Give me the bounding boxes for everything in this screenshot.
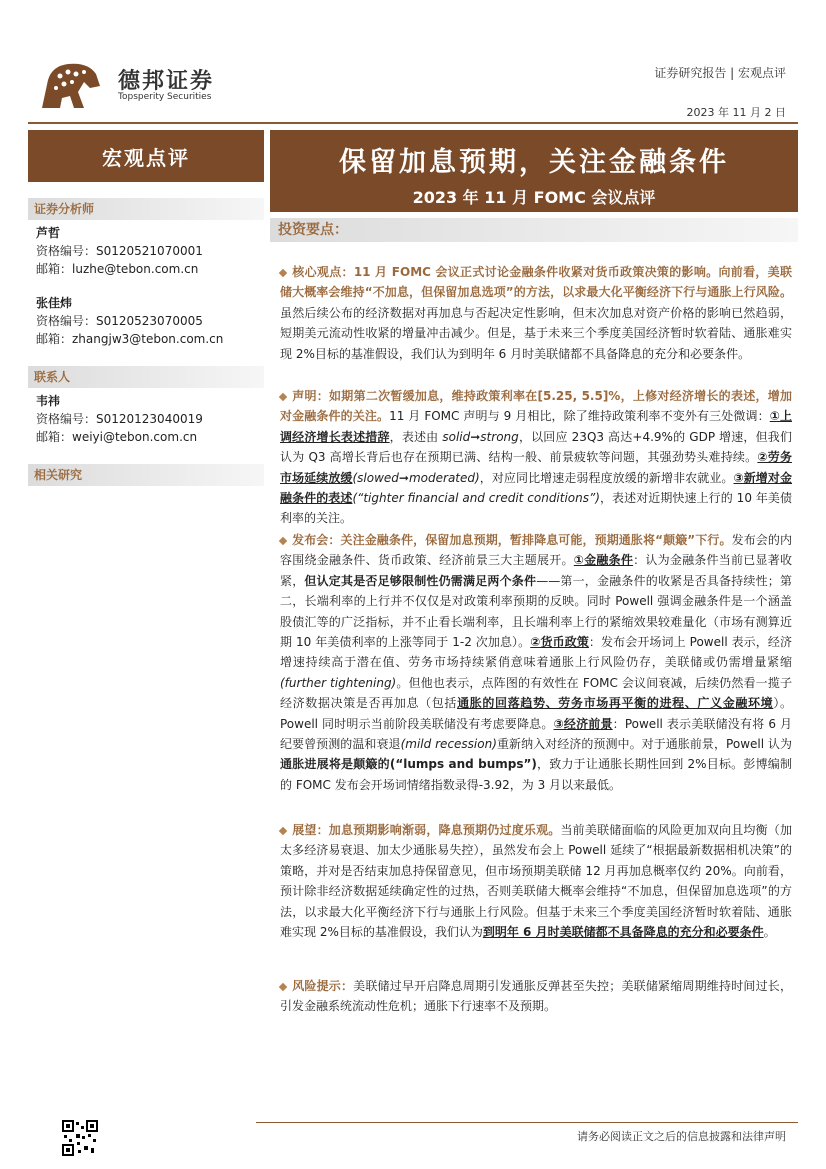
diamond-bullet-icon [279,536,287,544]
report-title-banner [270,130,798,212]
diamond-bullet-icon [279,392,287,400]
report-title: 保留加息预期，关注金融条件 [339,147,729,178]
investment-points-heading: 投资要点： [270,218,798,242]
report-type: 证券研究报告 | 宏观点评 [654,66,786,80]
analyst-cert: 资格编号：S0120523070005 [36,314,203,328]
analysts-heading: 证券分析师 [28,198,264,220]
qr-code-icon [62,1120,98,1156]
diamond-bullet-icon [279,826,287,834]
contact-name: 韦祎 [36,394,61,408]
analyst-name: 张佳炜 [36,296,73,310]
diamond-bullet-icon [279,982,287,990]
analyst-cert: 资格编号：S0120521070001 [36,244,203,258]
contact-email: 邮箱：weiyi@tebon.com.cn [36,430,198,444]
diamond-bullet-icon [279,268,287,276]
point-core-view: 核心观点：11 月 FOMC 会议正式讨论金融条件收紧对货币政策决策的影响。向前看，美联储大概率会维持“不加息，但保留加息选项”的方法，以求最大化平衡经济下行与通胀上行风险。虽然后续公布的经济数据对再加息与否起决定性影响，但末次加息对资产价格的影响已然趋弱，短期美元流动性收紧的增量冲击减少。但是，基于未来三个季度美国经济暂时软着陆、通胀难实现 2%目标的基准假设，我们认为到明年 6 月时美联储都不具备降息的充分和必要条件。 [280,265,792,361]
point-statement: 声明：如期第二次暂缓加息，维持政策利率在[5.25, 5.5]%，上修对经济增长的表述，增加对金融条件的关注。11 月 FOMC 声明与 9 月相比，除了维持政策利率不变外有三处微调：①上调经济增长表述措辞，表述由 solid➞strong，以回应 23Q3 高达+4.9%的 GDP 增速，但我们认为 Q3 高增长背后也存在预期已满、结构一般、前景疲软等问题，其强劲势头难持续。②劳务市场延续放缓(slowed➞moderated)，对应同比增速走弱程度放缓的新增非农就业。③新增对金融条件的表述(“tighter financial and credit conditions”)，表述对近期快速上行的 10 年美债利率的关注。 [280,389,792,526]
point-risk: 风险提示：美联储过早开启降息周期引发通胀反弹甚至失控；美联储紧缩周期维持时间过长，引发金融系统流动性危机；通胀下行速率不及预期。 [280,979,792,1014]
contact-heading: 联系人 [28,366,264,388]
brand-name-en: Topsperity Securities [118,92,212,102]
header-divider [28,122,798,124]
point-press-conference: 发布会：关注金融条件，保留加息预期，暂排降息可能，预期通胀将“颠簸”下行。发布会的内容围绕金融条件、货币政策、经济前景三大主题展开。①金融条件：认为金融条件当前已显著收紧，但认定其是否足够限制性仍需满足两个条件——第一，金融条件的收紧是否具备持续性；第二，长端利率的上行并不仅仅是对政策利率预期的反映。同时 Powell 强调金融条件是一个涵盖股债汇等的广泛指标，并不止看长端利率，且长端利率上行的紧缩效果较难量化（市场有测算近期 10 年美债利率的上涨等同于 1-2 次加息）。②货币政策：发布会开场词上 Powell 表示，经济增速持续高于潜在值、劳务市场持续紧俏意味着通胀上行风险仍存，美联储或仍需增量紧缩(further tightening)。但他也表示，点阵图的有效性在 FOMC 会议间衰减，后续仍然看一揽子经济数据决策是否再加息（包括通胀的回落趋势、劳务市场再平衡的进程、广义金融环境）。Powell 同时明示当前阶段美联储没有考虑要降息。③经济前景：Powell 表示美联储没有将 6 月纪要曾预测的温和衰退(mild recession)重新纳入对经济的预测中。对于通胀前景，Powell 认为通胀进展将是颠簸的(“lumps and bumps”)，致力于让通胀长期性回到 2%目标。彭博编制的 FOMC 发布会开场词情绪指数录得-3.92，为 3 月以来最低。 [280,533,792,792]
brand-name-cn: 德邦证券 [118,69,215,94]
leopard-logo-icon [38,58,102,112]
footer-disclaimer: 请务必阅读正文之后的信息披露和法律声明 [577,1130,786,1143]
report-date: 2023 年 11 月 2 日 [686,106,786,119]
footer-divider [256,1122,798,1123]
analyst-name: 芦哲 [36,226,61,240]
contact-cert: 资格编号：S0120123040019 [36,412,203,426]
report-category: 宏观点评 [28,130,264,182]
report-subtitle: 2023 年 11 月 FOMC 会议点评 [412,188,656,207]
point-outlook: 展望：加息预期影响渐弱，降息预期仍过度乐观。当前美联储面临的风险更加双向且均衡（加太多经济易衰退、加太少通胀易失控），虽然发布会上 Powell 延续了“根据最新数据相机决策”的策略，并对是否结束加息持保留意见，但市场预期美联储 12 月再加息概率仅约 20%。向前看，预计除非经济数据延续确定性的过热，否则美联储大概率会维持“不加息，但保留加息选项”的方法，以求最大化平衡经济下行与通胀上行风险。但基于未来三个季度美国经济暂时软着陆、通胀难实现 2%目标的基准假设，我们认为到明年 6 月时美联储都不具备降息的充分和必要条件。 [280,823,792,940]
analyst-email: 邮箱：luzhe@tebon.com.cn [36,262,199,276]
related-research-heading: 相关研究 [28,464,264,486]
analyst-email: 邮箱：zhangjw3@tebon.com.cn [36,332,224,346]
